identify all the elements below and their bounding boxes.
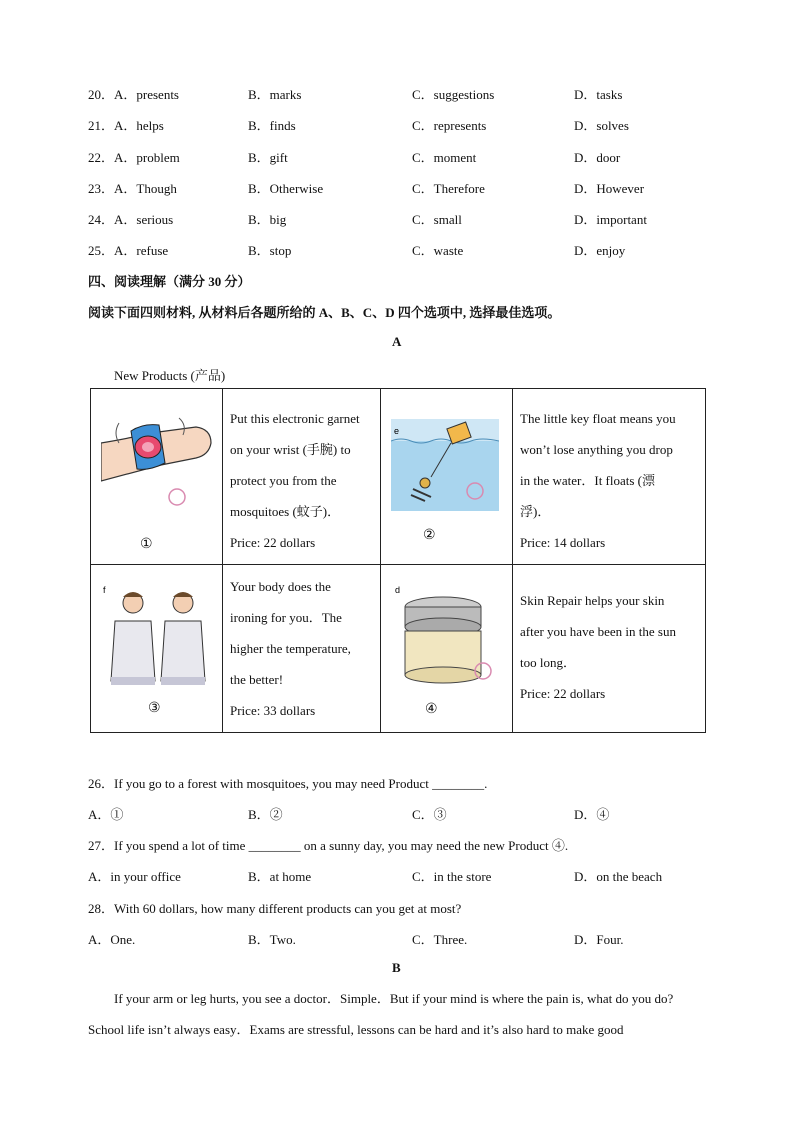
desc-line: ironing for you．The xyxy=(230,610,342,625)
image-letter: e xyxy=(394,426,400,436)
option-a: A．① xyxy=(88,807,124,822)
desc-line: too long． xyxy=(520,655,576,670)
product-2-image-cell xyxy=(381,389,513,565)
option-b: B．marks xyxy=(248,87,302,102)
option-d: D．door xyxy=(574,150,621,165)
desc-line: protect you from the xyxy=(230,473,337,488)
image-letter: d xyxy=(395,585,401,595)
question-row xyxy=(88,84,728,104)
product-3-image-cell xyxy=(91,565,223,733)
desc-line: Skin Repair helps your skin xyxy=(520,593,665,608)
option-b: B．stop xyxy=(248,243,292,258)
desc-line: The little key float means you xyxy=(520,411,676,426)
option-c: C．suggestions xyxy=(412,87,495,102)
question-options xyxy=(88,804,728,824)
product-4-desc xyxy=(513,565,706,733)
question-row xyxy=(88,147,728,167)
option-d: D．enjoy xyxy=(574,243,626,258)
price: Price: 22 dollars xyxy=(230,535,316,550)
key-float-icon xyxy=(391,419,499,511)
passage-b-text: If your arm or leg hurts, you see a doctor．Simple．But if your mind is where the pain is, what do you do? School life isn’t always easy．Exams are stressful, lessons can be hard and it’s also hard to make good xyxy=(88,991,674,1037)
desc-line: won’t lose anything you drop xyxy=(520,442,673,457)
question-options xyxy=(88,929,728,949)
option-d: D．tasks xyxy=(574,87,623,102)
option-a: A．in your office xyxy=(88,869,181,884)
option-a: 24．A．serious xyxy=(88,212,174,227)
option-c: C．③ xyxy=(412,807,447,822)
question-row xyxy=(88,209,728,229)
option-a: 23．A．Though xyxy=(88,181,177,196)
option-d: D．important xyxy=(574,212,647,227)
option-c: C．in the store xyxy=(412,869,492,884)
option-b: B．finds xyxy=(248,118,296,133)
watch-icon xyxy=(101,403,213,513)
product-1-image-cell xyxy=(91,389,223,565)
option-b: B．② xyxy=(248,807,283,822)
option-c: C．Therefore xyxy=(412,181,485,196)
desc-line: higher the temperature, xyxy=(230,641,351,656)
skin-cream-jar-icon xyxy=(393,581,495,687)
product-2-desc xyxy=(513,389,706,565)
product-1-desc xyxy=(223,389,381,565)
option-d: D．on the beach xyxy=(574,869,663,884)
section-instruction: 阅读下面四则材料, 从材料后各题所给的 A、B、C、D 四个选项中, 选择最佳选项。 xyxy=(88,305,561,320)
desc-line: Put this electronic garnet xyxy=(230,411,360,426)
option-a: 20．A．presents xyxy=(88,87,179,102)
passage-label-a: A xyxy=(392,334,402,349)
option-b: B．Otherwise xyxy=(248,181,324,196)
option-a: 21．A．helps xyxy=(88,118,164,133)
option-a: 22．A．problem xyxy=(88,150,180,165)
option-c: C．waste xyxy=(412,243,464,258)
desc-line: on your wrist (手腕) to xyxy=(230,442,351,457)
image-letter: f xyxy=(103,585,106,595)
option-d: D．Four. xyxy=(574,932,624,947)
question-stem: 27．If you spend a lot of time ________ on a sunny day, you may need the new Product ④. xyxy=(88,838,569,853)
option-b: B．gift xyxy=(248,150,288,165)
question-options xyxy=(88,866,728,886)
option-d: D．However xyxy=(574,181,645,196)
product-number: ② xyxy=(423,528,436,543)
question-row xyxy=(88,240,728,260)
question-stem: 28．With 60 dollars, how many different products can you get at most? xyxy=(88,901,462,916)
option-c: C．moment xyxy=(412,150,477,165)
desc-line: the better! xyxy=(230,672,284,687)
price: Price: 33 dollars xyxy=(230,703,316,718)
option-d: D．④ xyxy=(574,807,610,822)
question-row xyxy=(88,115,728,135)
desc-line: in the water．It floats (漂 xyxy=(520,473,656,488)
option-b: B．at home xyxy=(248,869,312,884)
product-number: ④ xyxy=(425,702,438,717)
option-a: 25．A．refuse xyxy=(88,243,169,258)
question-stem: 26．If you go to a forest with mosquitoes, you may need Product ________. xyxy=(88,776,488,791)
shirt-people-icon xyxy=(101,581,213,685)
desc-line: after you have been in the sun xyxy=(520,624,676,639)
products-title: New Products (产品) xyxy=(114,368,226,383)
desc-line: mosquitoes (蚊子)． xyxy=(230,504,341,519)
option-b: B．Two. xyxy=(248,932,296,947)
option-c: C．small xyxy=(412,212,462,227)
product-4-image-cell xyxy=(381,565,513,733)
product-3-desc xyxy=(223,565,381,733)
option-a: A．One. xyxy=(88,932,136,947)
product-number: ③ xyxy=(148,701,161,716)
desc-line: Your body does the xyxy=(230,579,331,594)
option-c: C．Three. xyxy=(412,932,468,947)
desc-line: 浮)． xyxy=(520,504,551,519)
price: Price: 22 dollars xyxy=(520,686,606,701)
passage-label-b: B xyxy=(392,960,401,975)
price: Price: 14 dollars xyxy=(520,535,606,550)
products-table xyxy=(90,388,706,733)
product-number: ① xyxy=(140,537,153,552)
section-heading: 四、阅读理解（满分 30 分） xyxy=(88,274,251,289)
option-c: C．represents xyxy=(412,118,487,133)
option-b: B．big xyxy=(248,212,287,227)
option-d: D．solves xyxy=(574,118,629,133)
question-row xyxy=(88,178,728,198)
